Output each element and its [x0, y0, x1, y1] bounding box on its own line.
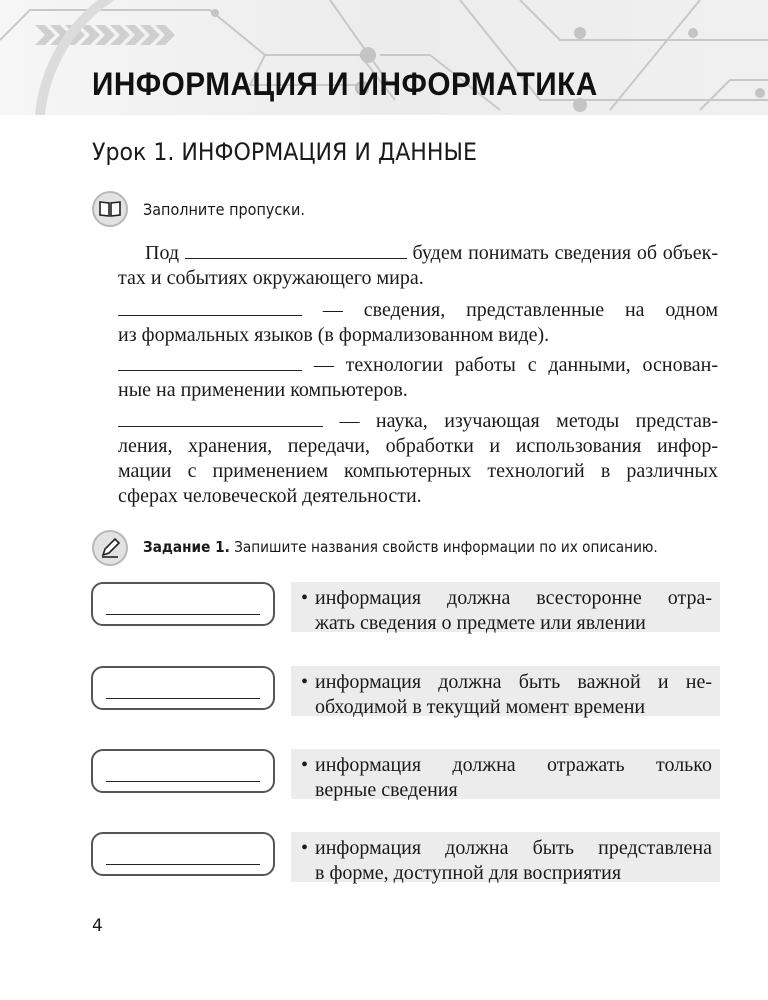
answer-box-2[interactable] — [91, 666, 275, 710]
fill-paragraph-3: — технологии работы с данными, основан- ные на применении компьютеров. — [118, 354, 719, 401]
blank-field[interactable] — [185, 240, 407, 259]
answer-box-4[interactable] — [91, 832, 275, 876]
fill-paragraph-1: Под будем понимать сведения об объек- тах и событиях окружающего мира. — [118, 242, 718, 289]
fill-instruction: Заполните пропуски. — [143, 200, 305, 219]
answer-box-1[interactable] — [91, 582, 275, 626]
chapter-header — [0, 0, 768, 115]
task-label: Задание 1. — [143, 538, 230, 556]
task-text: Запишите названия свойств информации по их описанию. — [234, 538, 658, 556]
fill-paragraph-2: — сведения, представленные на одном из формальных языков (в формализованном виде). — [118, 299, 718, 346]
chapter-title: ИНФОРМАЦИЯ И ИНФОРМАТИКА — [92, 66, 598, 102]
page-number: 4 — [92, 916, 103, 936]
book-icon — [92, 191, 128, 227]
lesson-title: Урок 1. ИНФОРМАЦИЯ И ДАННЫЕ — [92, 138, 477, 166]
property-description-2: • информация должна быть важной и не- обходимой в текущий момент времени — [291, 666, 720, 716]
blank-field[interactable] — [118, 352, 302, 371]
answer-box-3[interactable] — [91, 749, 275, 793]
property-description-3: • информация должна отражать только верные сведения — [291, 749, 720, 799]
property-description-1: • информация должна всесторонне отра- жать сведения о предмете или явлении — [291, 582, 720, 632]
task-heading — [143, 538, 658, 556]
pencil-icon — [92, 530, 128, 566]
blank-field[interactable] — [118, 408, 323, 427]
property-description-4: • информация должна быть представлена в форме, доступной для восприятия — [291, 832, 720, 882]
blank-field[interactable] — [118, 297, 302, 316]
fill-paragraph-4: — наука, изучающая методы представ- ления, хранения, передачи, обработки и использования инфор- мации с применением компьютерных технологий в различных сферах человеческой деятельности. — [118, 410, 719, 507]
